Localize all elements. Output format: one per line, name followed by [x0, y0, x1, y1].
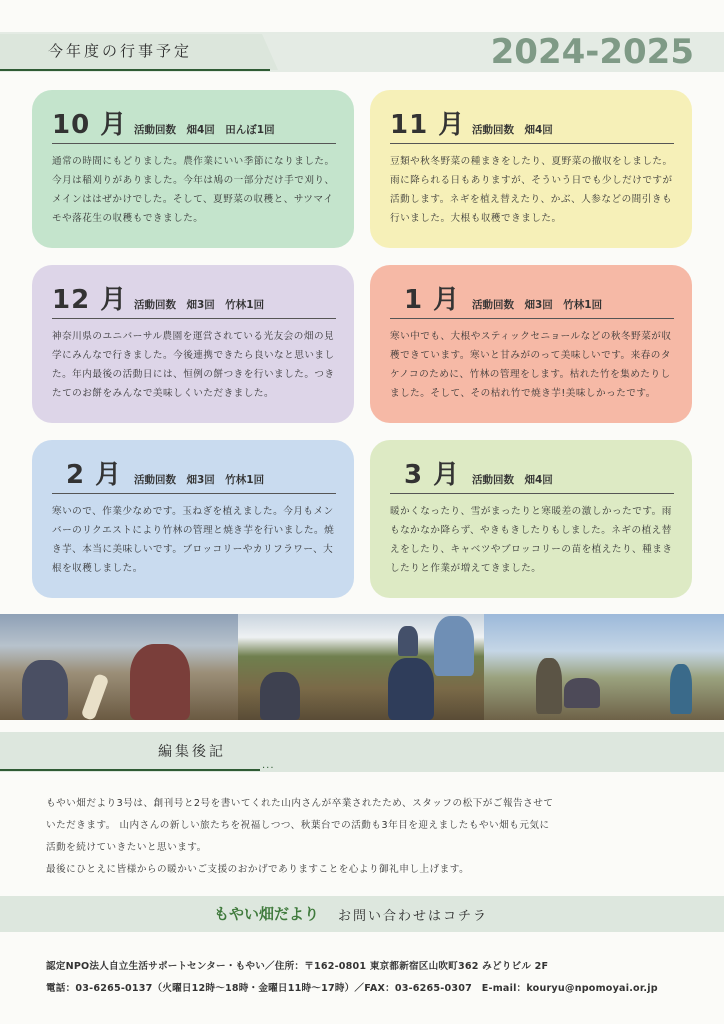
activity-count: 活動回数 畑4回 [472, 124, 553, 136]
card-body: 神奈川県のユニバーサル農園を運営されている光友会の畑の見学にみんなで行きました。今後連携できたら良いなと思いました。年内最後の活動日には、恒例の餅つきを行いました。つきたてのお餅をみんなで美味しくいただきました。 [52, 331, 335, 399]
activity-count: 活動回数 畑3回 竹林1回 [472, 299, 603, 311]
person-figure [564, 678, 600, 708]
card-header [390, 104, 674, 144]
month-label: 11 月 [390, 110, 466, 140]
card-body: 寒い中でも、大根やスティックセニョールなどの秋冬野菜が収穫できています。寒いと甘みがのって美味しいです。来春のタケノコのために、竹林の管理をします。枯れた竹を集めたりしました。そして、その枯れ竹で焼き芋!美味しかったです。 [390, 331, 672, 399]
year-label: 2024-2025 [490, 32, 694, 72]
phone-email-text[interactable]: 電話：03-6265-0137（火曜日12時～18時・金曜日11時～17時）／FAX：03-6265-0307 E-mail：kouryu@npomoyai.or.jp [46, 983, 658, 994]
month-label: 3 月 [404, 460, 461, 490]
month-label: 1 月 [404, 285, 461, 315]
card-header [390, 454, 674, 494]
person-figure [398, 626, 418, 656]
card-november [370, 90, 692, 248]
card-body: 豆類や秋冬野菜の種まきをしたり、夏野菜の撤収をしました。雨に降られる日もありますが、そういう日でも少しだけですが活動します。ネギを植え替えたり、かぶ、人参などの間引きも行いました。大根も収穫できました。 [390, 156, 673, 224]
radish-figure [81, 673, 110, 720]
month-label: 2 月 [66, 460, 123, 490]
contact-label: お問い合わせはコチラ [338, 909, 489, 924]
activity-count: 活動回数 畑4回 田んぼ1回 [134, 124, 275, 136]
note-line-text: もやい畑だより3号は、創刊号と2号を書いてくれた山内さんが卒業されたため、スタッフの松下がご報告させて [46, 798, 554, 809]
header-underline [0, 69, 270, 71]
farm-photo-2 [238, 614, 484, 720]
card-body: 暖かくなったり、雪がまったりと寒暖差の激しかったです。雨もなかなか降らず、やきもきしたりもしました。ネギの植え替えをしたり、キャベツやブロッコリーの苗を植えたり、種まきしたりと作業が増えてきました。 [390, 506, 673, 574]
person-figure [260, 672, 300, 720]
farm-photo-1 [0, 614, 238, 720]
card-header [390, 279, 674, 319]
activity-count: 活動回数 畑3回 竹林1回 [134, 299, 265, 311]
photo-strip [0, 614, 724, 720]
note-title: 編集後記 [158, 744, 226, 760]
note-underline [0, 769, 260, 771]
note-body [46, 793, 686, 881]
person-figure [22, 660, 68, 720]
activity-count: 活動回数 畑4回 [472, 474, 553, 486]
person-figure [670, 664, 692, 714]
note-line-text: 最後にひとえに皆様からの暖かいご支援のおかげでありますことを心より御礼申し上げます。 [46, 864, 470, 875]
card-header [52, 104, 336, 144]
person-figure [434, 616, 474, 676]
person-figure [536, 658, 562, 714]
card-body: 寒いので、作業少なめです。玉ねぎを植えました。今月もメンバーのリクエストにより竹林の管理と焼き芋を行いました。焼き芋、本当に美味しいです。ブロッコリーやカリフラワー、大根を収穫しました。 [52, 506, 335, 574]
month-label: 10 月 [52, 110, 128, 140]
person-figure [388, 658, 434, 720]
card-body: 通常の時間にもどりました。農作業にいい季節になりました。今月は稲刈りがありました。今年は鳩の一部分だけ手で刈り、メインははぜかけでした。そして、夏野菜の収穫と、サツマイモや落花生の収穫もできました。 [52, 156, 335, 224]
newsletter-logo [214, 903, 319, 924]
card-header [52, 279, 336, 319]
logo-text: もやい畑だより [214, 905, 320, 923]
note-band [0, 732, 724, 772]
card-header [52, 454, 336, 494]
address-text: 認定NPO法人自立生活サポートセンター・もやい／住所：〒162-0801 東京都新宿区山吹町362 みどりビル 2F [46, 961, 549, 972]
card-october [32, 90, 354, 248]
card-december [32, 265, 354, 423]
footer-info [46, 956, 696, 1000]
person-figure [130, 644, 190, 720]
note-line-text: 活動を続けていきたいと思います。 [46, 842, 207, 853]
page-title: 今年度の行事予定 [48, 42, 193, 60]
card-march [370, 440, 692, 598]
card-january [370, 265, 692, 423]
month-label: 12 月 [52, 285, 128, 315]
farm-photo-3 [484, 614, 724, 720]
activity-count: 活動回数 畑3回 竹林1回 [134, 474, 265, 486]
note-line-text: いただきます。 山内さんの新しい旅たちを祝福しつつ、秋葉台での活動も3年目を迎えましたもやい畑も元気に [46, 820, 550, 831]
note-dots: ... [262, 760, 275, 771]
card-february [32, 440, 354, 598]
